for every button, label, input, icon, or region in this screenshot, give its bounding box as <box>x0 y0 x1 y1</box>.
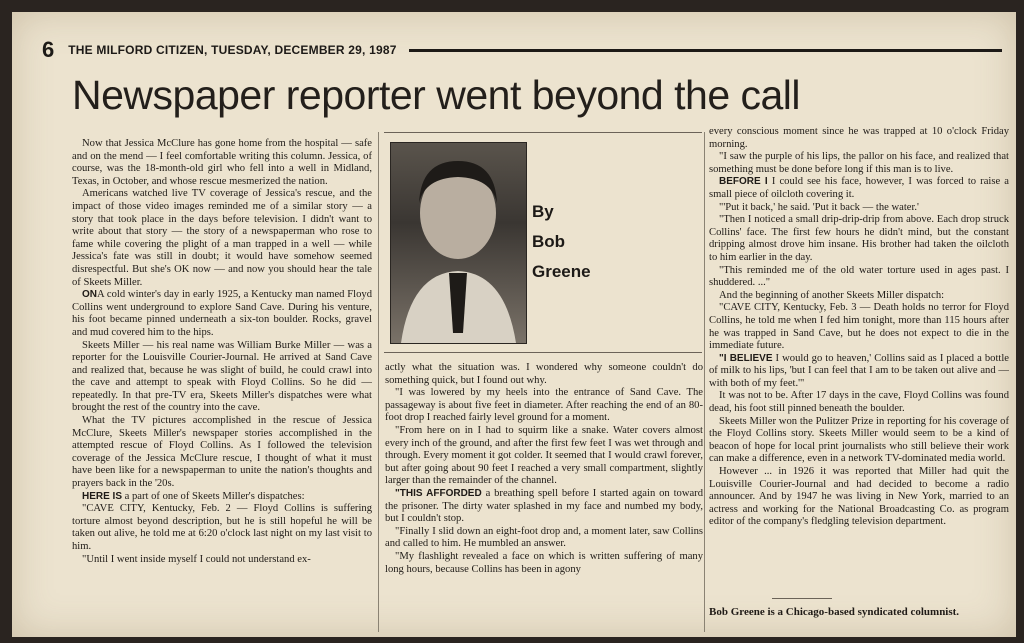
paragraph: "My flashlight revealed a face on which is written suffering of many long hours, because Collins has been in agony <box>385 550 703 575</box>
paragraph: Americans watched live TV coverage of Jessica's rescue, and the impact of those video images reminded me of a similar story — a story that took place in the days before television. I didn't want to write about that story — the story of a newspaperman who rose to fame while covering the plight of a man trapped in a well — while Jessica's fate was still in doubt; it would have somehow seemed disrespectful. But she's OK now — and now you should hear the tale of Skeets Miller. <box>72 188 372 288</box>
newspaper-clipping <box>12 12 1016 637</box>
paragraph-text: I could see his face, however, I was forced to raise a small piece of oilcloth covering it. <box>709 176 1009 200</box>
paragraph: However ... in 1926 it was reported that Miller had quit the Louisville Courier-Journal and had decided to become a radio announcer. And by 1947 he was living in New York, married to an actress and working for the National Broadcasting Co. as program editor of the company's fledgling television department. <box>709 466 1009 528</box>
page-number: 6 <box>42 37 55 62</box>
column-2 <box>385 362 703 637</box>
paragraph-lead: HERE IS <box>82 490 123 502</box>
paragraph: actly what the situation was. I wondered why someone couldn't do something quick, but I found out why. <box>385 362 703 386</box>
paragraph-text: I would go to heaven,' Collins said as I placed a bottle of milk to his lips, 'but I can feel that I am to be taken out alive and — with both of my feet.'" <box>709 352 1009 389</box>
paragraph: Skeets Miller won the Pulitzer Prize in reporting for his coverage of the Floyd Collins story. Skeets Miller would seem to be a kind of beacon of hope for local print journalists who still believe their work can make a difference, even in a network TV-dominated media world. <box>709 415 1009 465</box>
paragraph: It was not to be. After 17 days in the cave, Floyd Collins was found dead, his foot still pinned beneath the boulder. <box>709 390 1009 415</box>
paragraph: "From here on in I had to squirm like a snake. Water covers almost every inch of the ground, and after the first few feet I was wet through and through. Every moment it got colder. It seemed that I would crawl forever, but after going about 90 feet I reached a very small compartment, slightly larger than the remainder of the channel. <box>385 424 703 487</box>
headline: Newspaper reporter went beyond the call <box>72 72 801 118</box>
byline-last-name: Greene <box>532 262 591 281</box>
paragraph: "Then I noticed a small drip-drip-drip from above. Each drop struck Collins' face. The first few hours he didn't mind, but the constant dripping almost drove him insane. His brother had taken the oilcloth to him earlier in the day. <box>709 214 1009 263</box>
paragraph: What the TV pictures accomplished in the rescue of Jessica McClure, Skeets Miller's newspaper stories accomplished in the attempted rescue of Floyd Collins. As I followed the television coverage of the Jessica McClure rescue, I thought of what it must have been like for a newspaperman to unite the nation's thoughts and prayers back in the '20s. <box>72 415 372 490</box>
paragraph-text: a part of one of Skeets Miller's dispatches: <box>122 490 305 502</box>
paragraph: And the beginning of another Skeets Miller dispatch: <box>719 289 945 301</box>
paragraph-lead: "THIS AFFORDED <box>395 487 482 499</box>
header-rule <box>409 49 1002 52</box>
column-divider-right <box>704 132 705 632</box>
paragraph: Skeets Miller — his real name was William Burke Miller — was a reporter for the Louisville Courier-Journal. He arrived at Sand Cave and realized that, because he was slight of build, he could crawl into the cave and attempt to speak with Floyd Collins. So he did — repeatedly. In that pre-TV era, Skeets Miller's dispatches were what brought the rest of the country into the cave. <box>72 339 372 414</box>
column-1 <box>72 138 372 633</box>
page-header <box>42 32 1002 68</box>
masthead: THE MILFORD CITIZEN, TUESDAY, DECEMBER 29, 1987 <box>68 43 397 57</box>
paragraph-text: a breathing spell before I started again on toward the prisoner. The dirty water splashed in my face and numbed my body, but I couldn't stop. <box>385 487 703 525</box>
paragraph <box>72 289 372 339</box>
column-3 <box>709 126 1009 636</box>
paragraph: "CAVE CITY, Kentucky, Feb. 3 — Death holds no terror for Floyd Collins, he told me when I fed him tonight, more than 115 hours after he was trapped in Sand Cave, but he does not expect to die in the immediate future. <box>709 302 1009 352</box>
paragraph: "'Put it back,' he said. 'Put it back — the water.' <box>719 201 919 213</box>
byline-first-name: Bob <box>532 232 566 251</box>
paragraph: "Until I went inside myself I could not understand ex- <box>82 553 311 565</box>
paragraph <box>385 488 703 526</box>
author-tagline: Bob Greene is a Chicago-based syndicated columnist. <box>709 606 960 618</box>
paragraph <box>709 176 1009 201</box>
paragraph-lead: ON <box>82 289 97 301</box>
paragraph: "I was lowered by my heels into the entrance of Sand Cave. The passageway is about five feet in diameter. After reaching the end of an 80-foot drop I reached fairly level ground for a moment. <box>385 387 703 424</box>
byline-by: By <box>532 202 554 221</box>
paragraph <box>709 353 1009 391</box>
paragraph: "This reminded me of the old water torture used in ages past. I shuddered. ..." <box>709 264 1009 289</box>
paragraph-lead: "I BELIEVE <box>719 352 773 364</box>
column-divider-left <box>378 132 379 632</box>
paragraph: "CAVE CITY, Kentucky, Feb. 2 — Floyd Collins is suffering torture almost beyond description, but he is still hopeful he will be taken out alive, he told me at 6:20 o'clock last night on my last visit to him. <box>72 503 372 552</box>
paragraph <box>72 491 372 504</box>
author-photo <box>390 142 527 344</box>
byline <box>532 197 591 287</box>
column-rule-mid <box>384 352 702 353</box>
paragraph: Now that Jessica McClure has gone home from the hospital — safe and on the mend — I feel comfortable writing this column. Jessica, of course, was the 18-month-old girl who fell into a well in Midland, Texas, in October, and whose rescue mesmerized the nation. <box>72 138 372 187</box>
paragraph-text: A cold winter's day in early 1925, a Kentucky man named Floyd Collins went underground to explore Sand Cave. During his venture, his foot became pinned underneath a six-ton boulder. Rocks, gravel and mud covered him to the hips. <box>72 289 372 338</box>
paragraph: "I saw the purple of his lips, the pallor on his face, and realized that something must be done before long if this man is to live. <box>709 151 1009 175</box>
paragraph-lead: BEFORE I <box>719 176 768 188</box>
author-portrait-icon <box>391 143 526 343</box>
tagline-rule <box>772 598 832 599</box>
paragraph: "Finally I slid down an eight-foot drop and, a moment later, saw Collins and called to him. He mumbled an answer. <box>385 525 703 550</box>
paragraph: every conscious moment since he was trapped at 10 o'clock Friday morning. <box>709 126 1009 150</box>
column-rule-top <box>384 132 702 133</box>
